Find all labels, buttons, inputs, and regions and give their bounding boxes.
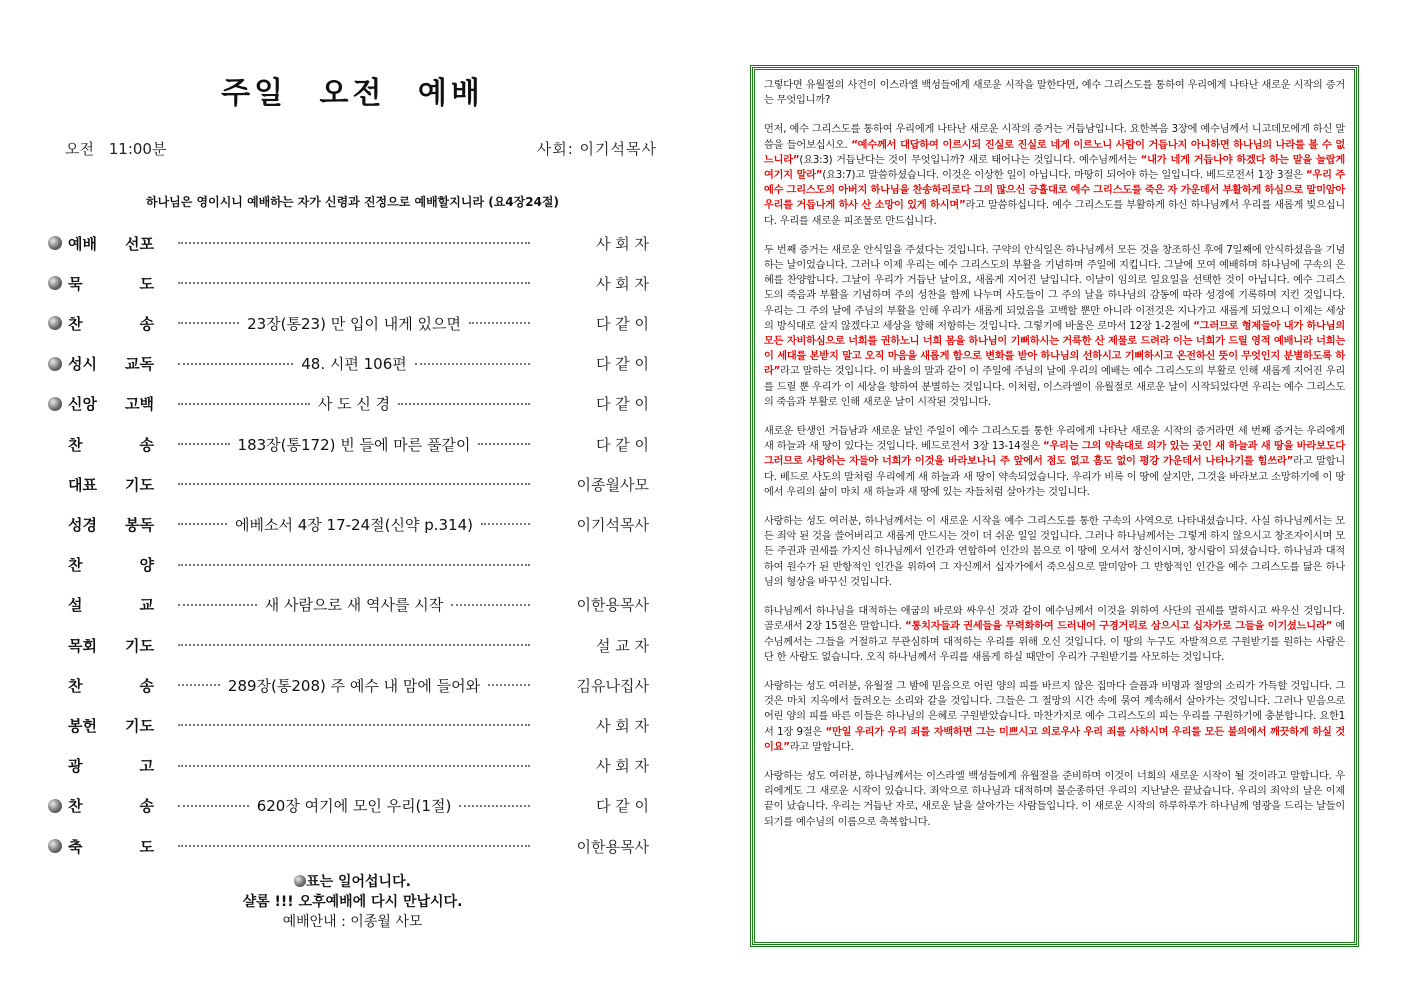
order-row (40, 630, 665, 660)
dotted-leader (178, 604, 257, 606)
order-item-leader: 이기석목사 (576, 515, 649, 534)
sermon-paragraph (764, 243, 1345, 410)
order-item-name: 예배 선포 (68, 234, 154, 253)
dotted-leader (178, 282, 530, 284)
dotted-leader (178, 564, 530, 566)
dotted-leader (178, 403, 310, 405)
dotted-leader (178, 644, 530, 646)
dotted-leader (478, 443, 530, 445)
order-item-name: 묵 도 (68, 274, 154, 293)
dotted-leader (178, 443, 230, 445)
dotted-leader (178, 363, 293, 365)
order-item-leader: 사 회 자 (595, 234, 649, 253)
footer-standing-note: 표는 일어섭니다. (40, 872, 665, 892)
dotted-leader (398, 403, 530, 405)
order-item-content (174, 313, 534, 334)
order-item-text: 에베소서 4장 17-24절(신약 p.314) (235, 515, 473, 534)
order-row (40, 710, 665, 740)
footer (40, 872, 665, 932)
order-item-text: 183장(통172) 빈 들에 마른 풀같이 (237, 435, 471, 454)
order-item-name: 찬 송 (68, 676, 154, 695)
sermon-text: (요3:7)고 말씀하셨습니다. 이것은 이상한 일이 아닙니다. 마땅히 되어야 하는 일입니다. 베드로전서 1장 3절은 (822, 170, 1306, 182)
scripture-quote: “우리는 그의 약속대로 의가 있는 곳인 새 하늘과 새 땅을 바라보도다 그러므로 사랑하는 자들아 너희가 이것을 바라보나니 주 앞에서 점도 없고 흠도 없이 평강 가운데서 나타나기를 힘쓰라” (764, 441, 1345, 468)
stand-bullet-icon (48, 839, 62, 853)
order-item-content (174, 514, 534, 535)
sermon-text: 두 번째 증거는 새로운 안식일을 주셨다는 것입니다. 구약의 안식일은 하나님께서 모든 것을 창조하신 후에 7일째에 안식하셨음을 기념하는 날이었습니다. 그러나 이제 우리는 예수 그리스도의 부활을 기념하며 주일에 지킵니다. 그날에 모여 예배하며 하나님에 구속의 은혜를 찬양합니다. 그날이 우리가 거듭난 날이요, 새롭게 지어진 날입니다. 이날이 임의로 일요일을 선택한 것이 아닙니다. 예수 그리스도의 죽음과 부활을 기념하며 주의 성찬을 함께 나누며 사도들이 그 주의 날을 하나님의 감동에 따라 성경에 기록하며 지킨 것입니다. 우리는 그 주의 날에 주님의 부활을 인해 우리가 새롭게 되었음을 고백할 뿐만 아니라 이전것은 지나가고 새롭게 되었으니 이제는 세상의 방식대로 살지 않겠다고 세상을 향해 저항하는 것입니다. 그렇기에 바울은 로마서 12장 1-2절에 (764, 244, 1345, 332)
dotted-leader (451, 604, 530, 606)
dotted-leader (178, 765, 530, 767)
dotted-leader (488, 684, 530, 686)
service-time: 오전 11:00분 (65, 140, 167, 158)
scripture-quote: “예수께서 대답하여 이르시되 진실로 진실로 네게 이르노니 사람이 거듭나지 아니하면 하나님의 나라를 볼 수 없느니라” (764, 139, 1345, 166)
order-row (40, 469, 665, 499)
sermon-text: 하나님께서 하나님을 대적하는 애굽의 바로와 싸우신 것과 같이 예수님께서 이것을 위하여 사단의 권세를 멸하시고 싸우신 것입니다. 골로새서 2장 15절은 말합니다. (764, 606, 1345, 633)
sermon-text: (요3:3) 거듭난다는 것이 무엇입니까? 새로 태어나는 것입니다. 예수님께서는 (799, 154, 1141, 166)
sermon-text: 예수님께서는 그들을 거절하고 무관심하며 대적하는 우리를 위해 오신 것입니다. 이 땅의 누구도 자발적으로 구원받기를 원하는 사람은 단 한 사람도 없습니다. 오직 하나님께서 우리를 새롭게 하실 때만이 우리가 구원받기를 사모하는 것입니다. (764, 621, 1345, 663)
sermon-text-box (752, 67, 1357, 945)
scripture-quote: “만일 우리가 우리 죄를 자백하면 그는 미쁘시고 의로우사 우리 죄를 사하시며 우리를 모든 불의에서 깨끗하게 하실 것이요” (764, 726, 1346, 753)
dotted-leader (178, 805, 249, 807)
order-item-name: 광 고 (68, 757, 154, 776)
sermon-text: 사랑하는 성도 여러분, 하나님께서는 이스라엘 백성들에게 유월절을 준비하며 이것이 너희의 새로운 시작이 될 것이라고 말합니다. 우리에게도 그 새로운 시작이 있습니다. 죄악으로 하나님과 대적하며 불순종하던 우리의 지난날은 끝났습니다. 우리의 죄악의 날은 이제 끝이 났습니다. 우리는 거듭난 자로, 새로운 날을 살아가는 사람들입니다. 이 새로운 시작의 하루하루가 하나님께 영광을 드리는 날들이 되기를 예수님의 이름으로 축복합니다. (764, 770, 1345, 828)
order-item-name: 대표 기도 (68, 475, 154, 494)
sermon-text: 사랑하는 성도 여러분, 하나님께서는 이 새로운 시작을 예수 그리스도를 통한 구속의 사역으로 나타내셨습니다. 사실 하나님께서는 모든 죄악 된 것을 쓸어버리고 새롭게 만드시는 것이 더 쉬운 일일 것입니다. 그러나 하나님께서는 그렇게 하지 않으시고 창조자이시며 모든 주권과 권세를 가지신 하나님께서 인간과 연합하여 인간의 몸으로 이 땅에 오셔서 창신이시며, 창시람이 되셨습니다. 하나님과 대적하여 원수가 된 반항적인 인간을 위하여 그 자신께서 십자가에서 죽으심으로 말미암아 그 반항적인 인간을 예수 그리스도를 닮은 하나님의 형상을 바꾸신 것입니다. (764, 516, 1345, 588)
order-row (40, 791, 665, 821)
order-item-content (174, 724, 534, 726)
sermon-paragraph (764, 122, 1345, 228)
presider: 사회: 이기석목사 (536, 140, 657, 158)
sermon-text: 그렇다면 유월절의 사건이 이스라엘 백성들에게 새로운 시작을 말한다면, 예수 그리스도를 통하여 우리에게 나타난 새로운 시작의 증거는 무엇입니까? (764, 80, 1345, 107)
order-item-name: 성시 교독 (68, 355, 154, 374)
order-item-leader: 이한용목사 (576, 837, 649, 856)
order-item-content (174, 594, 534, 615)
dotted-leader (178, 523, 227, 525)
order-row (40, 509, 665, 539)
order-item-content (174, 393, 534, 414)
order-row (40, 268, 665, 298)
order-item-leader: 다 같 이 (595, 797, 649, 816)
order-row (40, 429, 665, 459)
order-item-leader: 사 회 자 (595, 274, 649, 293)
sermon-paragraph (764, 424, 1345, 500)
order-item-name: 설 교 (68, 596, 154, 615)
order-item-leader: 김유나집사 (576, 676, 649, 695)
sermon-text: 새로운 탄생인 거듭남과 새로운 날인 주일이 예수 그리스도를 통한 우리에게 나타난 새로운 시작의 증거라면 세 번째 증거는 우리에게 새 하늘과 새 땅이 있다는 것입니다. 베드로전서 3장 13-14절은 (764, 426, 1345, 453)
dotted-leader (178, 684, 220, 686)
stand-bullet-icon (48, 276, 62, 290)
order-item-name: 목회 기도 (68, 636, 154, 655)
order-item-leader: 다 같 이 (595, 355, 649, 374)
order-item-content (174, 434, 534, 455)
order-item-text: 사 도 신 경 (317, 395, 391, 414)
order-item-name: 성경 봉독 (68, 515, 154, 534)
stand-bullet-icon (48, 397, 62, 411)
dotted-leader (178, 845, 530, 847)
order-item-content (174, 242, 534, 244)
bullet-icon (294, 875, 306, 887)
sermon-text: 라고 말합니다. 베드로 사도의 말처럼 우리에게 새 하늘과 새 땅이 약속되었습니다. 우리가 비록 이 땅에 살지만, 그것을 바라보고 소망하기에 이 땅에서 우리의 삶이 마치 새 하늘과 새 땅에 있는 자들처럼 살아가는 것입니다. (764, 456, 1345, 498)
order-row (40, 308, 665, 338)
stand-bullet-icon (48, 357, 62, 371)
dotted-leader (481, 523, 530, 525)
sermon-paragraph (764, 679, 1345, 755)
dotted-leader (469, 322, 530, 324)
order-item-name: 봉헌 기도 (68, 716, 154, 735)
order-item-leader: 다 같 이 (595, 314, 649, 333)
order-item-leader: 사 회 자 (595, 757, 649, 776)
order-item-text: 23장(통23) 만 입이 내게 있으면 (247, 314, 461, 333)
sermon-text: 라고 말합니다. (789, 741, 854, 753)
order-item-content (174, 282, 534, 284)
bulletin-left-page (40, 60, 665, 960)
order-item-content (174, 564, 534, 566)
footer-guide: 예배안내 : 이종월 사모 (282, 914, 423, 930)
sermon-text: 라고 말씀하십니다. 예수 그리스도를 부활하게 하신 하나님께서 우리를 새롭게 빚으십니다. 우리를 새로운 피조물로 만드십니다. (764, 200, 1345, 227)
sermon-paragraph (764, 78, 1345, 108)
order-item-content (174, 483, 534, 485)
order-item-content (174, 353, 534, 374)
sermon-text: 라고 말하는 것입니다. 이 바울의 말과 같이 이 주일에 주님의 날에 우리의 예배는 예수 그리스도의 부활로 인해 새롭게 지어진 우리를 드릴 뿐 우리가 이 세상을 향하여 분별하는 것입니다. 이처럼, 이스라엘이 유월절로 새로운 날이 시작되었다면 우리는 예수 그리스도의 죽음과 부활로 인해 새로운 날이 시작된 것입니다. (764, 366, 1345, 408)
order-item-content (174, 644, 534, 646)
footer-farewell: 샬롬 !!! 오후예배에 다시 만납시다. (242, 894, 463, 910)
order-row (40, 349, 665, 379)
sermon-paragraph (764, 514, 1345, 590)
dotted-leader (178, 724, 530, 726)
scripture-quote: “그러므로 형제들아 내가 하나님의 모든 자비하심으로 너희를 권하노니 너희 몸을 하나님이 기뻐하시는 거룩한 산 제물로 드려라 이는 너희가 드릴 영적 예배니라 너희는 이 세대를 본받지 말고 오직 마음을 새롭게 함으로 변화를 받아 하나님의 선하시고 기뻐하시고 온전하신 뜻이 무엇인지 분별하도록 하라” (764, 320, 1346, 378)
order-item-text: 289장(통208) 주 예수 내 맘에 들어와 (227, 676, 481, 695)
stand-bullet-icon (48, 236, 62, 250)
order-item-content (174, 795, 534, 816)
order-row (40, 831, 665, 861)
dotted-leader (459, 805, 530, 807)
sermon-text: 먼저, 예수 그리스도를 통하여 우리에게 나타난 새로운 시작의 증거는 거듭남입니다. 요한복음 3장에 예수님께서 니고데모에게 하신 말씀을 들어보십시오. (764, 124, 1345, 151)
order-item-name: 축 도 (68, 837, 154, 856)
scripture-quote: “통치자들과 권세들을 무력화하여 드러내어 구경거리로 삼으시고 십자가로 그들을 이기셨느니라” (904, 621, 1333, 633)
order-item-leader: 사 회 자 (595, 716, 649, 735)
sermon-paragraph (764, 604, 1345, 665)
order-item-name: 찬 양 (68, 556, 154, 575)
dotted-leader (178, 483, 530, 485)
order-item-name: 찬 송 (68, 314, 154, 333)
dotted-leader (178, 322, 239, 324)
order-item-name: 찬 송 (68, 797, 154, 816)
order-item-text: 48. 시편 106편 (301, 355, 407, 374)
page-title: 주일 오전 예배 (221, 76, 484, 111)
order-item-name: 찬 송 (68, 435, 154, 454)
order-item-leader: 다 같 이 (595, 435, 649, 454)
order-row (40, 389, 665, 419)
sermon-paragraph (764, 769, 1345, 830)
order-item-leader: 이한용목사 (576, 596, 649, 615)
order-row (40, 670, 665, 700)
stand-bullet-icon (48, 316, 62, 330)
scripture-quote: “내가 네게 거듭나야 하겠다 하는 말을 놀랍게 여기지 말라” (764, 154, 1345, 182)
order-row (40, 550, 665, 580)
order-item-content (174, 845, 534, 847)
order-row (40, 228, 665, 258)
order-item-leader: 설 교 자 (595, 636, 649, 655)
order-item-name: 신앙 고백 (68, 395, 154, 414)
dotted-leader (415, 363, 530, 365)
order-item-content (174, 765, 534, 767)
theme-verse: 하나님은 영이시니 예배하는 자가 신령과 진정으로 예배할지니라 (요4장24절) (145, 195, 560, 209)
order-item-text: 620장 여기에 모인 우리(1절) (256, 797, 452, 816)
order-item-content (174, 675, 534, 696)
order-item-leader: 다 같 이 (595, 395, 649, 414)
order-item-text: 새 사람으로 새 역사를 시작 (264, 596, 444, 615)
dotted-leader (178, 242, 530, 244)
order-item-leader: 이종월사모 (576, 475, 649, 494)
stand-bullet-icon (48, 799, 62, 813)
sermon-text: 사랑하는 성도 여러분, 유월절 그 밤에 믿음으로 어린 양의 피를 바르지 않은 집마다 슬픔과 비명과 절망의 소리가 가득할 것입니다. 그것은 마치 지옥에서 들려오는 소리와 같을 것입니다. 그들은 그 절망의 시간 속에 묶여 계속해서 살아가는 것입니다. 그러나 믿음으로 어린 양의 피를 바른 이들은 하나님의 은혜로 구원받았습니다. 마찬가지로 예수 그리스도의 피는 우리를 구원하기에 충분합니다. 요한1서 1장 9절은 (764, 680, 1345, 738)
scripture-quote: “우리 주 예수 그리스도의 아버지 하나님을 찬송하리로다 그의 많으신 긍휼대로 예수 그리스도를 죽은 자 가운데서 부활하게 하심으로 말미암아 우리를 거듭나게 하사 산 소망이 있게 하시며” (764, 170, 1345, 212)
order-row (40, 751, 665, 781)
order-row (40, 590, 665, 620)
